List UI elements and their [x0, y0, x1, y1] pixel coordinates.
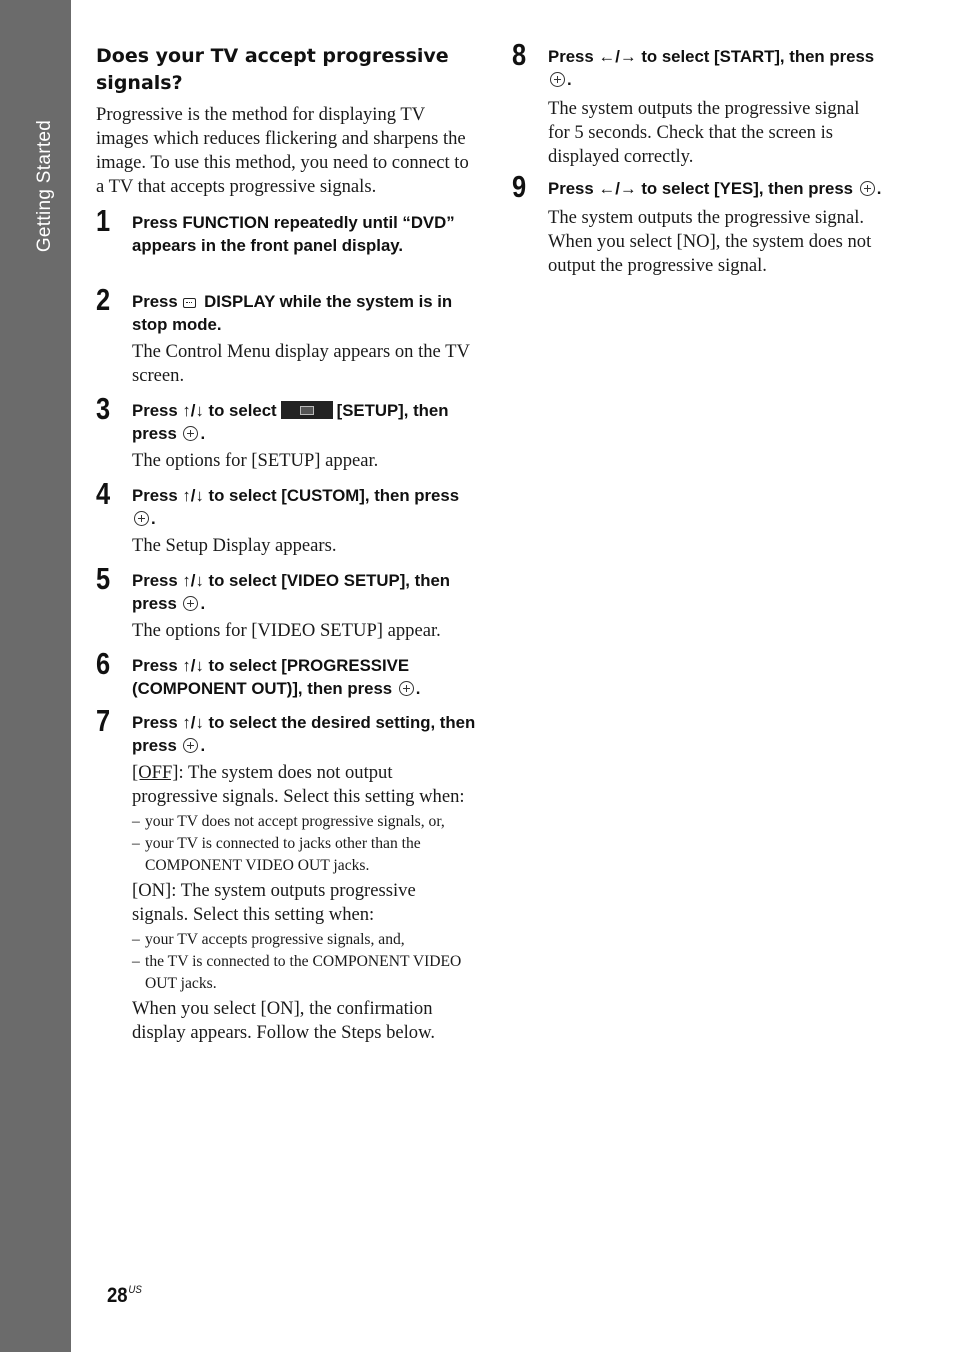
step-result: The system outputs the progressive signal. When you select [NO], the system does not output the progressive signal. — [548, 207, 872, 276]
step-instruction: Press DISPLAY while the system is in stop mode. — [132, 292, 453, 334]
step-instruction: Press ↑/↓ to select [PROGRESSIVE (COMPONENT OUT)], then press . — [132, 656, 421, 698]
step-instruction: Press ↑/↓ to select [VIDEO SETUP], then press . — [132, 571, 451, 613]
enter-button-icon — [183, 426, 198, 441]
enter-button-icon — [399, 681, 414, 696]
step-number: 7 — [96, 703, 111, 738]
step-result: The system outputs the progressive signal for 5 seconds. Check that the screen is displayed correctly. — [548, 98, 860, 167]
list-item: – the TV is connected to the COMPONENT VIDEO OUT jacks. — [132, 951, 476, 995]
left-right-arrow-icon: ←/→ — [598, 47, 637, 66]
section-heading: Does your TV accept progressive signals? — [96, 45, 449, 94]
off-conditions-list — [132, 811, 476, 877]
list-item: – your TV accepts progressive signals, and, — [132, 929, 476, 951]
side-tab — [0, 0, 71, 1352]
step-1 — [96, 203, 476, 257]
enter-button-icon — [183, 738, 198, 753]
intro-paragraph: Progressive is the method for displaying TV images which reduces flickering and sharpens the image. To use this method, you need to connect to a TV that accepts progressive signals. — [96, 104, 469, 197]
enter-button-icon — [183, 596, 198, 611]
list-item: – your TV does not accept progressive signals, or, — [132, 811, 476, 833]
on-conditions-list — [132, 929, 476, 995]
step-result: The options for [VIDEO SETUP] appear. — [132, 620, 441, 641]
enter-button-icon — [550, 72, 565, 87]
left-right-arrow-icon: ←/→ — [598, 179, 637, 198]
step-number: 3 — [96, 391, 111, 426]
step-instruction: Press FUNCTION repeatedly until “DVD” appears in the front panel display. — [132, 213, 455, 255]
region-suffix: US — [128, 1284, 142, 1296]
list-item: – your TV is connected to jacks other than the COMPONENT VIDEO OUT jacks. — [132, 833, 476, 877]
step-8 — [512, 37, 884, 169]
up-down-arrow-icon: ↑/↓ — [182, 401, 204, 420]
confirmation-note: When you select [ON], the confirmation display appears. Follow the Steps below. — [132, 998, 435, 1043]
step-number: 4 — [96, 476, 111, 511]
step-number: 9 — [512, 169, 527, 204]
up-down-arrow-icon: ↑/↓ — [182, 656, 204, 675]
step-2 — [96, 282, 476, 388]
step-instruction: Press ←/→ to select [START], then press . — [548, 47, 875, 89]
step-result: The Control Menu display appears on the TV screen. — [132, 341, 470, 386]
enter-button-icon — [860, 181, 875, 196]
step-number: 6 — [96, 646, 111, 681]
step-instruction: Press ↑/↓ to select [CUSTOM], then press . — [132, 486, 460, 528]
step-number: 2 — [96, 282, 111, 317]
off-option-tag: [OFF] — [132, 762, 179, 783]
up-down-arrow-icon: ↑/↓ — [182, 713, 204, 732]
step-9 — [512, 169, 884, 278]
step-result: The Setup Display appears. — [132, 535, 337, 556]
page-number: $28^{US}$ — [107, 1284, 142, 1307]
up-down-arrow-icon: ↑/↓ — [182, 486, 204, 505]
step-3 — [96, 391, 476, 473]
step-6 — [96, 646, 476, 700]
step-4 — [96, 476, 476, 558]
step-instruction: Press ↑/↓ to select the desired setting, then press . — [132, 713, 476, 755]
step-result: The options for [SETUP] appear. — [132, 450, 379, 471]
step-7 — [96, 703, 476, 1045]
on-option-text: [ON]: The system outputs progressive signals. Select this setting when: — [132, 880, 416, 925]
toolbox-setup-icon — [281, 401, 333, 419]
step-5 — [96, 561, 476, 643]
up-down-arrow-icon: ↑/↓ — [182, 571, 204, 590]
step-instruction: Press ↑/↓ to select [SETUP], then press . — [132, 401, 449, 443]
enter-button-icon — [134, 511, 149, 526]
display-menu-icon — [183, 298, 196, 308]
step-number: 1 — [96, 203, 111, 238]
step-instruction: Press ←/→ to select [YES], then press . — [548, 179, 882, 198]
step-number: 5 — [96, 561, 111, 596]
off-option-text: [OFF]: The system does not output progressive signals. Select this setting when: — [132, 762, 465, 807]
step-number: 8 — [512, 37, 527, 72]
side-tab-label: Getting Started — [34, 119, 55, 253]
